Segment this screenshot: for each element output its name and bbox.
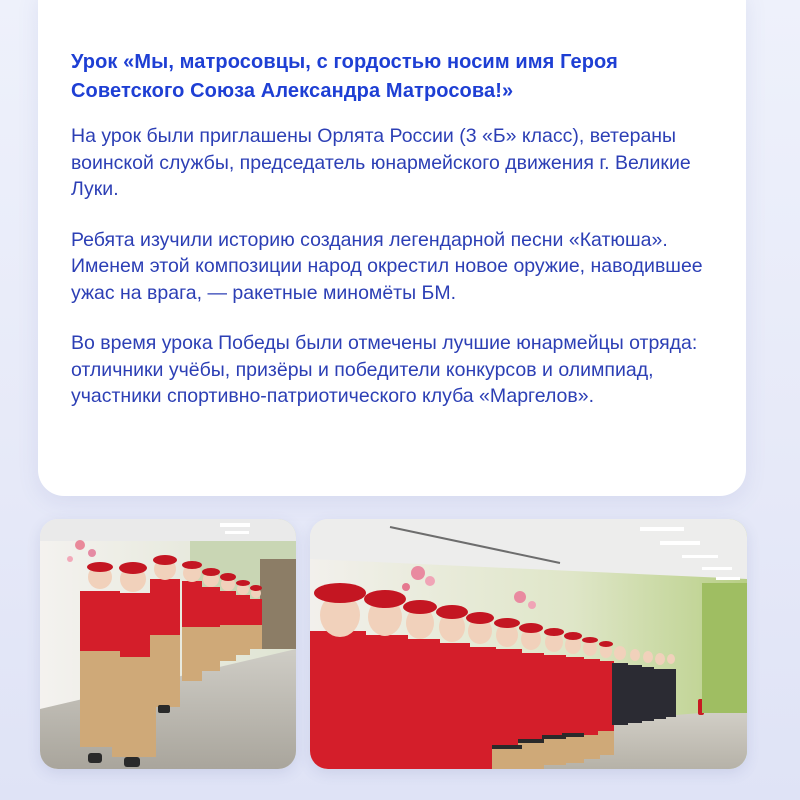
article-paragraph-1: На урок были приглашены Орлята России (3 «Б» класс), ветераны воинской службы, председатель юнармейского движения г. Великие Луки. xyxy=(71,125,691,200)
photo-cadets-lineup xyxy=(310,519,747,769)
photo-marching-cadets xyxy=(40,519,296,769)
article-title: Урок «Мы, матросовцы, с гордостью носим имя Героя Советского Союза Александра Матросова!» xyxy=(71,51,618,102)
cadets-lineup-image xyxy=(310,519,747,769)
article-paragraph-2: Ребята изучили историю создания легендарной песни «Катюша». Именем этой композиции народ окрестил новое оружие, наводившее ужас на врага, — ракетные миномёты БМ. xyxy=(71,228,703,304)
article-content xyxy=(71,48,731,434)
article-paragraph-3: Во время урока Победы были отмечены лучшие юнармейцы отряда: отличники учёбы, призёры и победители конкурсов и олимпиад, участники спортивно-патриотического клуба «Маргелов». xyxy=(71,332,698,407)
marching-cadets-image xyxy=(40,519,296,769)
